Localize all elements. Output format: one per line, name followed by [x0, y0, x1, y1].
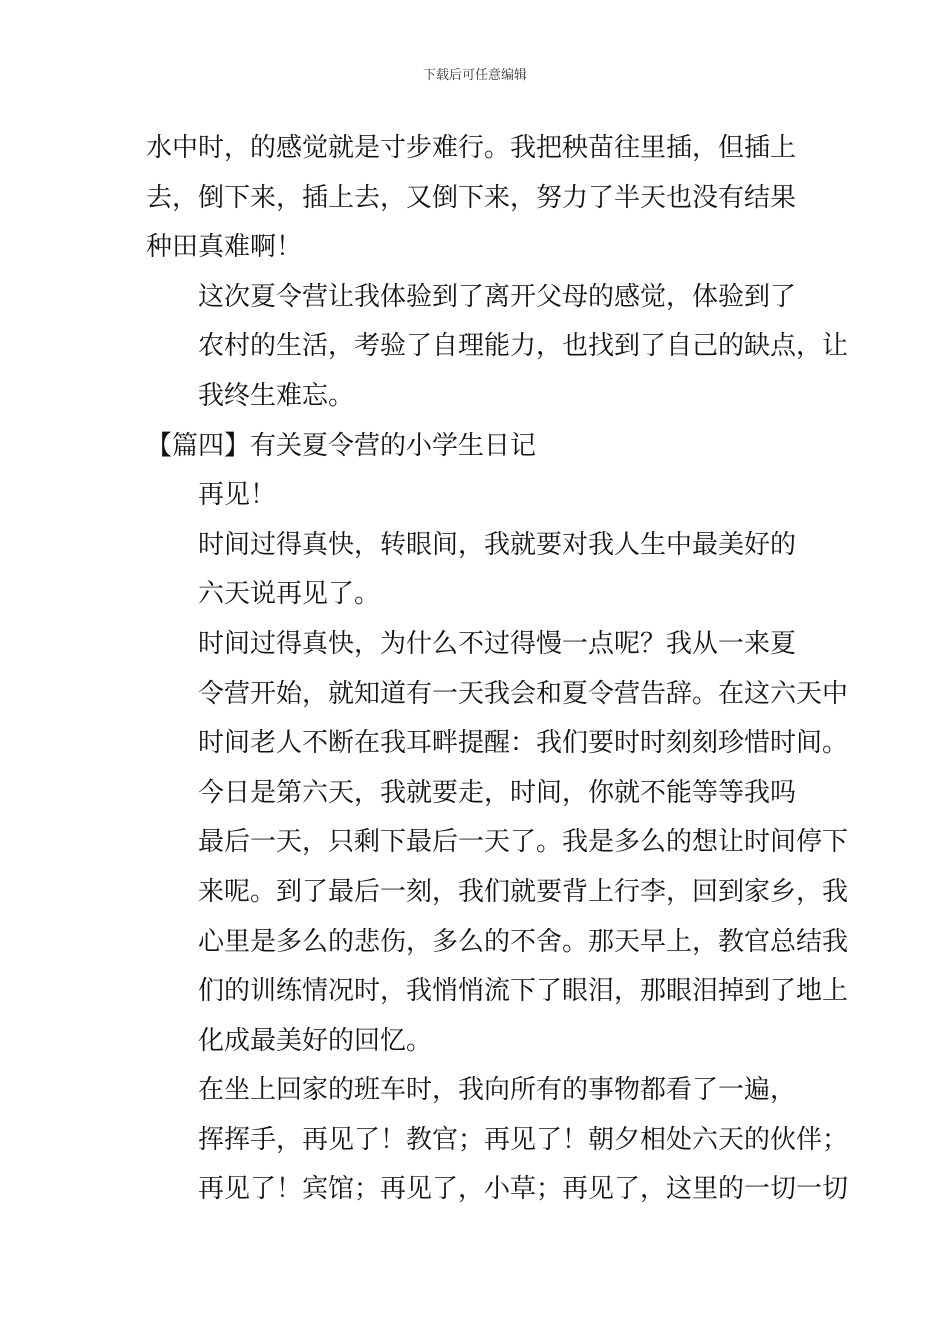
text-line: 【篇四】有关夏令营的小学生日记	[146, 430, 537, 461]
text-line: 时间过得真快，转眼间，我就要对我人生中最美好的	[198, 529, 797, 560]
text-line: 再见！	[198, 480, 277, 511]
text-line: 时间老人不断在我耳畔提醒：我们要时时刻刻珍惜时间。	[198, 728, 849, 759]
text-line: 挥挥手，再见了！教官；再见了！朝夕相处六天的伙伴；	[198, 1124, 849, 1155]
text-line: 在坐上回家的班车时，我向所有的事物都看了一遍，	[198, 1075, 797, 1106]
paragraph	[146, 769, 849, 1067]
text-line: 我终生难忘。	[198, 380, 355, 411]
paragraph	[146, 521, 806, 620]
text-line: 水中时，的感觉就是寸步难行。我把秧苗往里插，但插上	[146, 133, 797, 163]
text-line: 时间过得真快，为什么不过得慢一点呢？我从一来夏	[198, 628, 797, 659]
text-line: 今日是第六天，我就要走，时间，你就不能等等我吗	[198, 777, 797, 808]
text-line: 令营开始，就知道有一天我会和夏令营告辞。在这六天中	[198, 678, 849, 709]
text-line: 农村的生活，考验了自理能力，也找到了自己的缺点，让	[198, 331, 849, 362]
page-header: 下载后可任意编辑	[422, 68, 527, 83]
text-line: 六天说再见了。	[198, 579, 381, 610]
text-line: 们的训练情况时，我悄悄流下了眼泪，那眼泪掉到了地上	[198, 976, 849, 1007]
text-line: 再见了！宾馆；再见了，小草；再见了，这里的一切一切	[198, 1174, 849, 1205]
text-line: 最后一天，只剩下最后一天了。我是多么的想让时间停下	[198, 827, 849, 858]
paragraph	[146, 1066, 849, 1215]
text-line: 这次夏令营让我体验到了离开父母的感觉，体验到了	[198, 281, 797, 312]
text-line: 去，倒下来，插上去，又倒下来，努力了半天也没有结果	[146, 182, 797, 213]
text-line: 来呢。到了最后一刻，我们就要背上行李，回到家乡，我	[198, 876, 849, 907]
text-line: 种田真难啊！	[146, 232, 303, 263]
paragraph	[146, 471, 806, 521]
paragraph	[146, 620, 849, 769]
text-line: 心里是多么的悲伤，多么的不舍。那天早上，教官总结我	[198, 926, 849, 957]
text-line: 化成最美好的回忆。	[198, 1025, 433, 1056]
document-body	[146, 124, 849, 1215]
paragraph	[146, 124, 806, 273]
paragraph	[146, 422, 806, 472]
paragraph	[146, 273, 849, 422]
